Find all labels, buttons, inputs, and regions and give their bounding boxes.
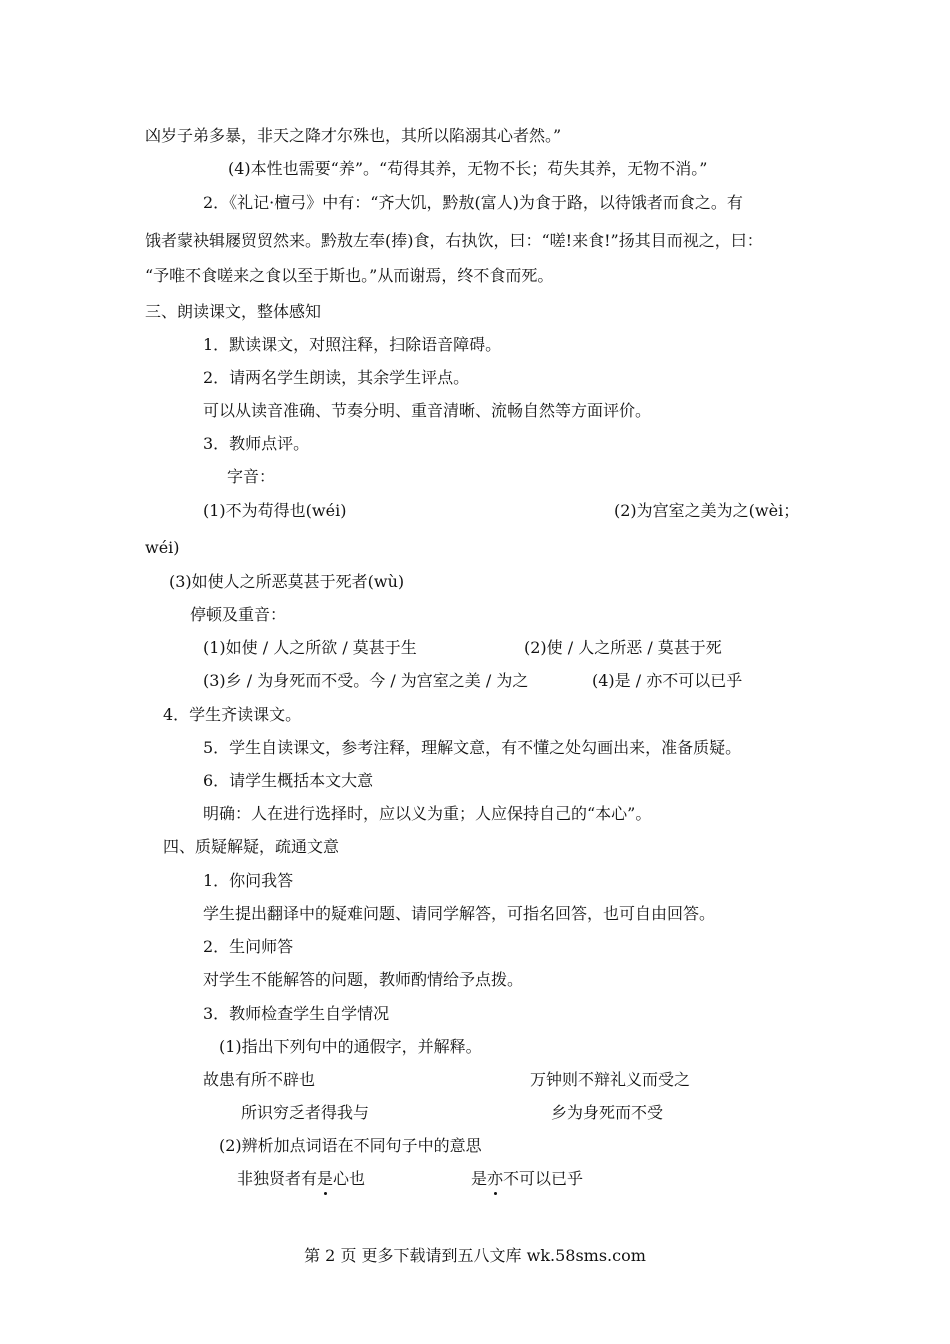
text-line: (3)乡 / 为身死而不受。今 / 为宫室之美 / 为之 (203, 671, 529, 690)
text-line: 乡为身死而不受 (551, 1103, 664, 1122)
text-segment: 心也 (333, 1169, 366, 1188)
emphasis-dot-word: 亦 (487, 1169, 504, 1188)
text-line: (4)是 / 亦不可以已乎 (592, 671, 743, 690)
text-line: 字音： (227, 467, 276, 486)
page-footer: 第 2 页 更多下载请到五八文库 wk.58sms.com (304, 1246, 646, 1265)
text-line: (1)不为苟得也(wéi) (203, 501, 347, 520)
text-line: 凶岁子弟多暴，非天之降才尔殊也，其所以陷溺其心者然。” (145, 126, 562, 145)
text-line: “予唯不食嗟来之食以至于斯也。”从而谢焉，终不食而死。 (145, 266, 554, 285)
text-segment: 是 (471, 1169, 488, 1188)
text-line: 1．你问我答 (203, 871, 294, 890)
text-line: (1)如使 / 人之所欲 / 莫甚于生 (203, 638, 417, 657)
text-line: (2)辨析加点词语在不同句子中的意思 (219, 1136, 482, 1155)
text-line: 饿者蒙袂辑屦贸贸然来。黔敖左奉(捧)食，右执饮，曰：“嗟!来食!”扬其目而视之，曰： (145, 231, 763, 250)
text-line: 5．学生自读课文，参考注释，理解文意，有不懂之处勾画出来，准备质疑。 (203, 738, 742, 757)
text-line: 学生提出翻译中的疑难问题、请同学解答，可指名回答，也可自由回答。 (203, 904, 716, 923)
emphasis-dot-word: 是 (317, 1169, 334, 1188)
text-line: 1．默读课文，对照注释，扫除语音障碍。 (203, 335, 502, 354)
text-line: 所识穷乏者得我与 (241, 1103, 370, 1122)
text-segment: 不可以已乎 (503, 1169, 584, 1188)
text-line: 万钟则不辩礼义而受之 (530, 1070, 691, 1089)
text-line: wéi) (145, 538, 180, 557)
text-line: 2．生问师答 (203, 937, 294, 956)
text-line: 对学生不能解答的问题，教师酌情给予点拨。 (203, 970, 524, 989)
text-line: 明确：人在进行选择时，应以义为重；人应保持自己的“本心”。 (203, 804, 652, 823)
text-line: 停顿及重音： (190, 605, 287, 624)
text-line: 6．请学生概括本文大意 (203, 771, 374, 790)
text-line: 3．教师检查学生自学情况 (203, 1004, 390, 1023)
text-line: (2)使 / 人之所恶 / 莫甚于死 (524, 638, 722, 657)
text-line: (1)指出下列句中的通假字，并解释。 (219, 1037, 482, 1056)
text-segment: 非独贤者有 (237, 1169, 318, 1188)
text-line: 可以从读音准确、节奏分明、重音清晰、流畅自然等方面评价。 (203, 401, 652, 420)
text-line: (3)如使人之所恶莫甚于死者(wù) (169, 572, 405, 591)
section-heading: 四、质疑解疑，疏通文意 (163, 837, 340, 856)
text-line: 2．《礼记·檀弓》中有：“齐大饥，黔敖(富人)为食于路，以待饿者而食之。有 (203, 193, 743, 212)
text-line: (4)本性也需要“养”。“苟得其养，无物不长；苟失其养，无物不消。” (228, 159, 708, 178)
section-heading: 三、朗读课文，整体感知 (145, 302, 322, 321)
text-line: 故患有所不辟也 (203, 1070, 316, 1089)
text-line: 2．请两名学生朗读，其余学生评点。 (203, 368, 470, 387)
text-line: (2)为宫室之美为之(wèi； (614, 501, 800, 520)
text-line (237, 1168, 365, 1190)
text-line (471, 1168, 583, 1190)
text-line: 4．学生齐读课文。 (163, 705, 302, 724)
text-line: 3．教师点评。 (203, 434, 310, 453)
